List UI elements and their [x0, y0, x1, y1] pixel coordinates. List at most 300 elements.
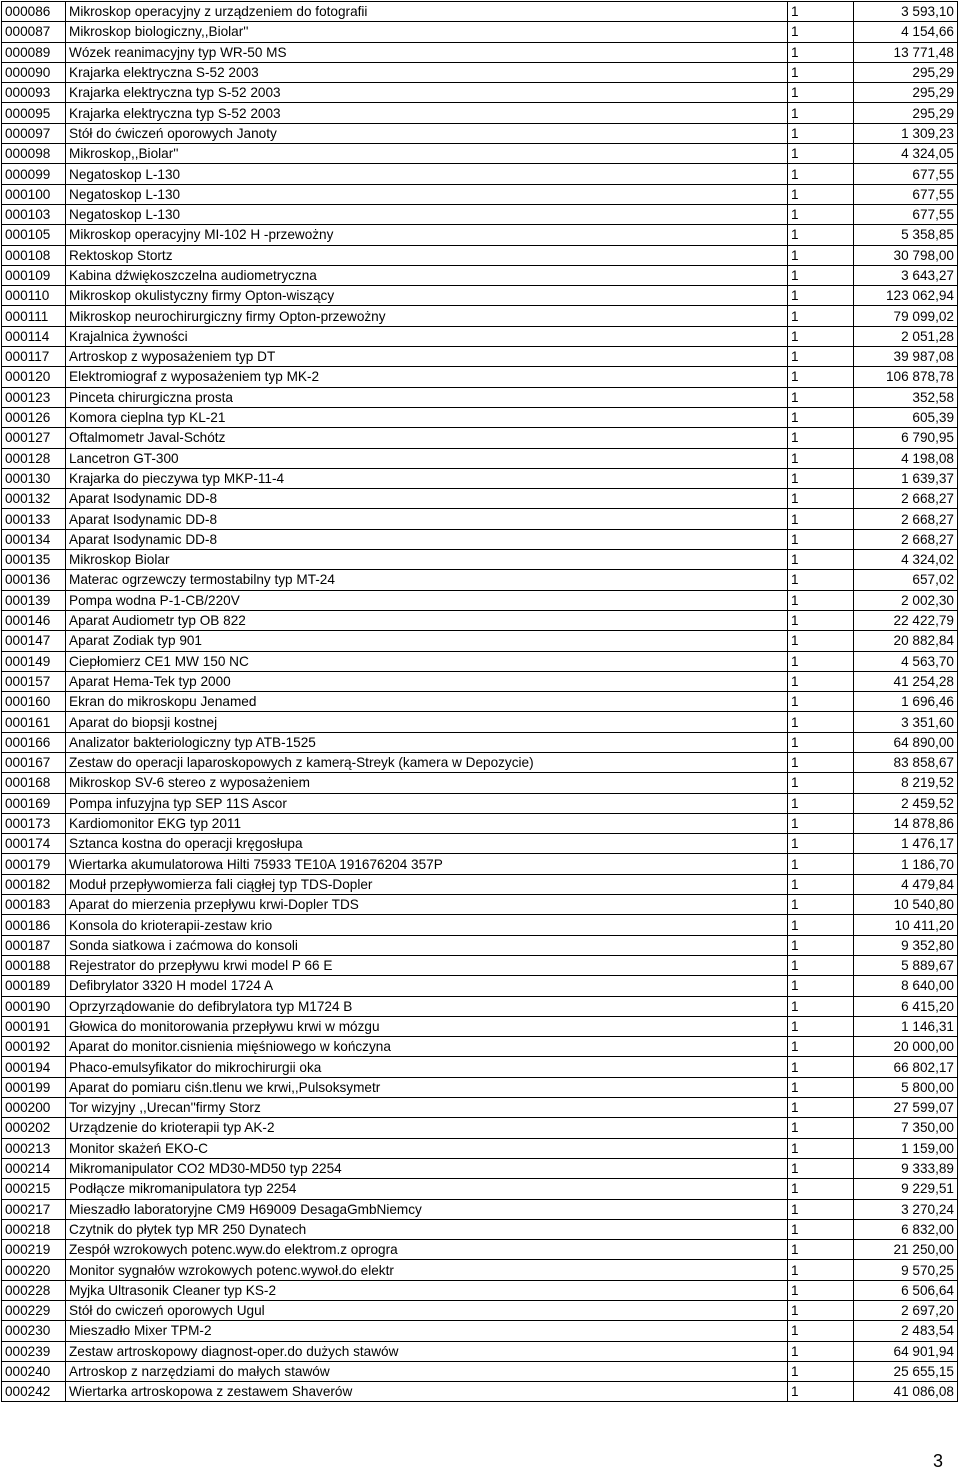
inventory-number-cell: 000218 — [2, 1219, 66, 1239]
item-name-cell: Pinceta chirurgiczna prosta — [66, 387, 788, 407]
value-cell: 22 422,79 — [854, 610, 958, 630]
quantity-cell: 1 — [788, 1240, 854, 1260]
item-name-cell: Wiertarka artroskopowa z zestawem Shaverów — [66, 1382, 788, 1402]
inventory-number-cell: 000134 — [2, 529, 66, 549]
value-cell: 64 901,94 — [854, 1341, 958, 1361]
item-name-cell: Czytnik do płytek typ MR 250 Dynatech — [66, 1219, 788, 1239]
value-cell: 4 198,08 — [854, 448, 958, 468]
value-cell: 20 882,84 — [854, 631, 958, 651]
item-name-cell: Urządzenie do krioterapii typ AK-2 — [66, 1118, 788, 1138]
quantity-cell: 1 — [788, 123, 854, 143]
item-name-cell: Kabina dźwiękoszczelna audiometryczna — [66, 265, 788, 285]
inventory-number-cell: 000169 — [2, 793, 66, 813]
table-row — [2, 712, 958, 732]
quantity-cell: 1 — [788, 103, 854, 123]
table-row — [2, 42, 958, 62]
table-row — [2, 996, 958, 1016]
value-cell: 39 987,08 — [854, 347, 958, 367]
inventory-number-cell: 000139 — [2, 590, 66, 610]
inventory-number-cell: 000183 — [2, 895, 66, 915]
item-name-cell: Stół do ćwiczeń oporowych Janoty — [66, 123, 788, 143]
quantity-cell: 1 — [788, 955, 854, 975]
table-row — [2, 347, 958, 367]
inventory-number-cell: 000120 — [2, 367, 66, 387]
inventory-number-cell: 000189 — [2, 976, 66, 996]
table-row — [2, 834, 958, 854]
item-name-cell: Lancetron GT-300 — [66, 448, 788, 468]
quantity-cell: 1 — [788, 489, 854, 509]
item-name-cell: Rejestrator do przepływu krwi model P 66 E — [66, 955, 788, 975]
table-row — [2, 184, 958, 204]
value-cell: 1 309,23 — [854, 123, 958, 143]
table-row — [2, 1301, 958, 1321]
quantity-cell: 1 — [788, 347, 854, 367]
item-name-cell: Aparat do monitor.cisnienia mięśniowego w kończyna — [66, 1037, 788, 1057]
value-cell: 64 890,00 — [854, 732, 958, 752]
value-cell: 10 540,80 — [854, 895, 958, 915]
item-name-cell: Phaco-emulsyfikator do mikrochirurgii oka — [66, 1057, 788, 1077]
value-cell: 13 771,48 — [854, 42, 958, 62]
quantity-cell: 1 — [788, 62, 854, 82]
quantity-cell: 1 — [788, 1057, 854, 1077]
value-cell: 3 351,60 — [854, 712, 958, 732]
item-name-cell: Krajarka elektryczna typ S-52 2003 — [66, 103, 788, 123]
table-row — [2, 773, 958, 793]
item-name-cell: Aparat Audiometr typ OB 822 — [66, 610, 788, 630]
value-cell: 2 668,27 — [854, 489, 958, 509]
item-name-cell: Mikroskop SV-6 stereo z wyposażeniem — [66, 773, 788, 793]
value-cell: 5 889,67 — [854, 955, 958, 975]
table-row — [2, 306, 958, 326]
value-cell: 27 599,07 — [854, 1098, 958, 1118]
value-cell: 1 186,70 — [854, 854, 958, 874]
value-cell: 21 250,00 — [854, 1240, 958, 1260]
inventory-number-cell: 000133 — [2, 509, 66, 529]
table-row — [2, 1219, 958, 1239]
inventory-number-cell: 000147 — [2, 631, 66, 651]
quantity-cell: 1 — [788, 1037, 854, 1057]
quantity-cell: 1 — [788, 387, 854, 407]
inventory-number-cell: 000202 — [2, 1118, 66, 1138]
table-row — [2, 1382, 958, 1402]
value-cell: 4 563,70 — [854, 651, 958, 671]
inventory-number-cell: 000127 — [2, 428, 66, 448]
value-cell: 1 476,17 — [854, 834, 958, 854]
quantity-cell: 1 — [788, 854, 854, 874]
item-name-cell: Pompa wodna P-1-CB/220V — [66, 590, 788, 610]
item-name-cell: Aparat Isodynamic DD-8 — [66, 529, 788, 549]
inventory-number-cell: 000213 — [2, 1138, 66, 1158]
value-cell: 2 668,27 — [854, 529, 958, 549]
table-row — [2, 813, 958, 833]
inventory-number-cell: 000097 — [2, 123, 66, 143]
table-row — [2, 955, 958, 975]
table-row — [2, 1138, 958, 1158]
value-cell: 8 219,52 — [854, 773, 958, 793]
value-cell: 41 086,08 — [854, 1382, 958, 1402]
table-row — [2, 1260, 958, 1280]
quantity-cell: 1 — [788, 326, 854, 346]
value-cell: 9 229,51 — [854, 1179, 958, 1199]
table-row — [2, 854, 958, 874]
table-row — [2, 671, 958, 691]
quantity-cell: 1 — [788, 1382, 854, 1402]
inventory-number-cell: 000192 — [2, 1037, 66, 1057]
table-row — [2, 651, 958, 671]
item-name-cell: Ciepłomierz CE1 MW 150 NC — [66, 651, 788, 671]
inventory-number-cell: 000105 — [2, 225, 66, 245]
inventory-number-cell: 000100 — [2, 184, 66, 204]
item-name-cell: Aparat do biopsji kostnej — [66, 712, 788, 732]
table-row — [2, 1280, 958, 1300]
quantity-cell: 1 — [788, 1321, 854, 1341]
quantity-cell: 1 — [788, 42, 854, 62]
item-name-cell: Aparat Isodynamic DD-8 — [66, 489, 788, 509]
inventory-number-cell: 000095 — [2, 103, 66, 123]
value-cell: 9 352,80 — [854, 935, 958, 955]
inventory-number-cell: 000160 — [2, 692, 66, 712]
value-cell: 295,29 — [854, 62, 958, 82]
value-cell: 10 411,20 — [854, 915, 958, 935]
value-cell: 25 655,15 — [854, 1361, 958, 1381]
item-name-cell: Krajarka do pieczywa typ MKP-11-4 — [66, 468, 788, 488]
value-cell: 4 479,84 — [854, 874, 958, 894]
inventory-number-cell: 000103 — [2, 204, 66, 224]
inventory-number-cell: 000111 — [2, 306, 66, 326]
value-cell: 4 324,05 — [854, 144, 958, 164]
table-row — [2, 895, 958, 915]
value-cell: 677,55 — [854, 204, 958, 224]
quantity-cell: 1 — [788, 874, 854, 894]
quantity-cell: 1 — [788, 306, 854, 326]
item-name-cell: Mikroskop operacyjny z urządzeniem do fotografii — [66, 2, 788, 22]
value-cell: 79 099,02 — [854, 306, 958, 326]
table-row — [2, 529, 958, 549]
item-name-cell: Mikroskop operacyjny MI-102 H -przewożny — [66, 225, 788, 245]
quantity-cell: 1 — [788, 1077, 854, 1097]
quantity-cell: 1 — [788, 1361, 854, 1381]
table-row — [2, 62, 958, 82]
inventory-table-body — [2, 2, 958, 1402]
item-name-cell: Komora cieplna typ KL-21 — [66, 407, 788, 427]
item-name-cell: Elektromiograf z wyposażeniem typ MK-2 — [66, 367, 788, 387]
quantity-cell: 1 — [788, 773, 854, 793]
inventory-number-cell: 000215 — [2, 1179, 66, 1199]
table-row — [2, 387, 958, 407]
table-row — [2, 265, 958, 285]
value-cell: 20 000,00 — [854, 1037, 958, 1057]
inventory-number-cell: 000214 — [2, 1158, 66, 1178]
value-cell: 1 696,46 — [854, 692, 958, 712]
table-row — [2, 1321, 958, 1341]
table-row — [2, 1098, 958, 1118]
quantity-cell: 1 — [788, 1219, 854, 1239]
inventory-number-cell: 000190 — [2, 996, 66, 1016]
item-name-cell: Aparat Hema-Tek typ 2000 — [66, 671, 788, 691]
value-cell: 295,29 — [854, 103, 958, 123]
quantity-cell: 1 — [788, 712, 854, 732]
item-name-cell: Monitor skażeń EKO-C — [66, 1138, 788, 1158]
item-name-cell: Mikroskop Biolar — [66, 550, 788, 570]
item-name-cell: Mikroskop,,Biolar'' — [66, 144, 788, 164]
item-name-cell: Rektoskop Stortz — [66, 245, 788, 265]
item-name-cell: Mikroskop neurochirurgiczny firmy Opton-przewożny — [66, 306, 788, 326]
quantity-cell: 1 — [788, 1138, 854, 1158]
table-row — [2, 225, 958, 245]
quantity-cell: 1 — [788, 83, 854, 103]
value-cell: 3 593,10 — [854, 2, 958, 22]
quantity-cell: 1 — [788, 651, 854, 671]
item-name-cell: Stół do cwiczeń oporowych Ugul — [66, 1301, 788, 1321]
inventory-number-cell: 000217 — [2, 1199, 66, 1219]
table-row — [2, 83, 958, 103]
quantity-cell: 1 — [788, 610, 854, 630]
value-cell: 352,58 — [854, 387, 958, 407]
quantity-cell: 1 — [788, 834, 854, 854]
table-row — [2, 468, 958, 488]
table-row — [2, 164, 958, 184]
table-row — [2, 874, 958, 894]
quantity-cell: 1 — [788, 286, 854, 306]
table-row — [2, 1118, 958, 1138]
item-name-cell: Myjka Ultrasonik Cleaner typ KS-2 — [66, 1280, 788, 1300]
table-row — [2, 367, 958, 387]
inventory-number-cell: 000149 — [2, 651, 66, 671]
inventory-number-cell: 000108 — [2, 245, 66, 265]
table-row — [2, 692, 958, 712]
quantity-cell: 1 — [788, 428, 854, 448]
table-row — [2, 1057, 958, 1077]
quantity-cell: 1 — [788, 509, 854, 529]
item-name-cell: Zestaw artroskopowy diagnost-oper.do dużych stawów — [66, 1341, 788, 1361]
inventory-number-cell: 000199 — [2, 1077, 66, 1097]
value-cell: 295,29 — [854, 83, 958, 103]
table-row — [2, 793, 958, 813]
item-name-cell: Sztanca kostna do operacji kręgosłupa — [66, 834, 788, 854]
item-name-cell: Oprzyrządowanie do defibrylatora typ M1724 B — [66, 996, 788, 1016]
inventory-number-cell: 000136 — [2, 570, 66, 590]
inventory-number-cell: 000086 — [2, 2, 66, 22]
value-cell: 66 802,17 — [854, 1057, 958, 1077]
inventory-number-cell: 000123 — [2, 387, 66, 407]
item-name-cell: Wiertarka akumulatorowa Hilti 75933 TE10A 191676204 357P — [66, 854, 788, 874]
quantity-cell: 1 — [788, 1280, 854, 1300]
inventory-number-cell: 000089 — [2, 42, 66, 62]
quantity-cell: 1 — [788, 935, 854, 955]
item-name-cell: Negatoskop L-130 — [66, 184, 788, 204]
table-row — [2, 286, 958, 306]
item-name-cell: Moduł przepływomierza fali ciągłej typ TDS-Dopler — [66, 874, 788, 894]
table-row — [2, 1077, 958, 1097]
quantity-cell: 1 — [788, 631, 854, 651]
inventory-sheet — [1, 1, 957, 1402]
quantity-cell: 1 — [788, 164, 854, 184]
value-cell: 5 800,00 — [854, 1077, 958, 1097]
inventory-number-cell: 000220 — [2, 1260, 66, 1280]
table-row — [2, 590, 958, 610]
quantity-cell: 1 — [788, 1158, 854, 1178]
quantity-cell: 1 — [788, 1260, 854, 1280]
inventory-number-cell: 000135 — [2, 550, 66, 570]
inventory-number-cell: 000186 — [2, 915, 66, 935]
table-row — [2, 428, 958, 448]
inventory-number-cell: 000114 — [2, 326, 66, 346]
item-name-cell: Zespół wzrokowych potenc.wyw.do elektrom.z oprogra — [66, 1240, 788, 1260]
item-name-cell: Aparat do pomiaru ciśn.tlenu we krwi,,Pulsoksymetr — [66, 1077, 788, 1097]
table-row — [2, 1016, 958, 1036]
item-name-cell: Aparat do mierzenia przepływu krwi-Dopler TDS — [66, 895, 788, 915]
inventory-number-cell: 000146 — [2, 610, 66, 630]
value-cell: 6 832,00 — [854, 1219, 958, 1239]
inventory-number-cell: 000168 — [2, 773, 66, 793]
page-number: 3 — [932, 1451, 943, 1471]
quantity-cell: 1 — [788, 671, 854, 691]
quantity-cell: 1 — [788, 367, 854, 387]
item-name-cell: Negatoskop L-130 — [66, 204, 788, 224]
item-name-cell: Mikroskop okulistyczny firmy Opton-wiszący — [66, 286, 788, 306]
value-cell: 9 570,25 — [854, 1260, 958, 1280]
item-name-cell: Aparat Isodynamic DD-8 — [66, 509, 788, 529]
inventory-number-cell: 000173 — [2, 813, 66, 833]
inventory-table — [1, 1, 958, 1402]
quantity-cell: 1 — [788, 144, 854, 164]
inventory-number-cell: 000179 — [2, 854, 66, 874]
table-row — [2, 123, 958, 143]
quantity-cell: 1 — [788, 752, 854, 772]
quantity-cell: 1 — [788, 813, 854, 833]
quantity-cell: 1 — [788, 1016, 854, 1036]
value-cell: 123 062,94 — [854, 286, 958, 306]
table-row — [2, 1361, 958, 1381]
quantity-cell: 1 — [788, 2, 854, 22]
quantity-cell: 1 — [788, 468, 854, 488]
inventory-number-cell: 000110 — [2, 286, 66, 306]
inventory-number-cell: 000099 — [2, 164, 66, 184]
table-row — [2, 1341, 958, 1361]
table-row — [2, 915, 958, 935]
quantity-cell: 1 — [788, 895, 854, 915]
table-row — [2, 489, 958, 509]
inventory-number-cell: 000200 — [2, 1098, 66, 1118]
table-row — [2, 144, 958, 164]
value-cell: 7 350,00 — [854, 1118, 958, 1138]
quantity-cell: 1 — [788, 225, 854, 245]
value-cell: 2 051,28 — [854, 326, 958, 346]
value-cell: 14 878,86 — [854, 813, 958, 833]
inventory-number-cell: 000239 — [2, 1341, 66, 1361]
item-name-cell: Analizator bakteriologiczny typ ATB-1525 — [66, 732, 788, 752]
item-name-cell: Mikroskop biologiczny,,Biolar'' — [66, 22, 788, 42]
value-cell: 605,39 — [854, 407, 958, 427]
quantity-cell: 1 — [788, 448, 854, 468]
inventory-number-cell: 000130 — [2, 468, 66, 488]
value-cell: 4 154,66 — [854, 22, 958, 42]
value-cell: 1 159,00 — [854, 1138, 958, 1158]
item-name-cell: Pompa infuzyjna typ SEP 11S Ascor — [66, 793, 788, 813]
item-name-cell: Artroskop z narzędziami do małych stawów — [66, 1361, 788, 1381]
quantity-cell: 1 — [788, 732, 854, 752]
item-name-cell: Krajarka elektryczna typ S-52 2003 — [66, 83, 788, 103]
value-cell: 106 878,78 — [854, 367, 958, 387]
value-cell: 41 254,28 — [854, 671, 958, 691]
table-row — [2, 448, 958, 468]
quantity-cell: 1 — [788, 793, 854, 813]
value-cell: 2 697,20 — [854, 1301, 958, 1321]
value-cell: 3 643,27 — [854, 265, 958, 285]
value-cell: 2 002,30 — [854, 590, 958, 610]
value-cell: 5 358,85 — [854, 225, 958, 245]
value-cell: 2 459,52 — [854, 793, 958, 813]
inventory-number-cell: 000228 — [2, 1280, 66, 1300]
table-row — [2, 1179, 958, 1199]
item-name-cell: Ekran do mikroskopu Jenamed — [66, 692, 788, 712]
value-cell: 1 639,37 — [854, 468, 958, 488]
table-row — [2, 2, 958, 22]
quantity-cell: 1 — [788, 1341, 854, 1361]
item-name-cell: Mieszadło laboratoryjne CM9 H69009 DesagaGmbNiemcy — [66, 1199, 788, 1219]
item-name-cell: Mieszadło Mixer TPM-2 — [66, 1321, 788, 1341]
quantity-cell: 1 — [788, 550, 854, 570]
inventory-number-cell: 000230 — [2, 1321, 66, 1341]
value-cell: 4 324,02 — [854, 550, 958, 570]
quantity-cell: 1 — [788, 1301, 854, 1321]
quantity-cell: 1 — [788, 1199, 854, 1219]
inventory-number-cell: 000219 — [2, 1240, 66, 1260]
table-row — [2, 935, 958, 955]
quantity-cell: 1 — [788, 245, 854, 265]
inventory-number-cell: 000087 — [2, 22, 66, 42]
inventory-number-cell: 000161 — [2, 712, 66, 732]
quantity-cell: 1 — [788, 692, 854, 712]
value-cell: 30 798,00 — [854, 245, 958, 265]
item-name-cell: Kardiomonitor EKG typ 2011 — [66, 813, 788, 833]
item-name-cell: Tor wizyjny ,,Urecan''firmy Storz — [66, 1098, 788, 1118]
item-name-cell: Mikromanipulator CO2 MD30-MD50 typ 2254 — [66, 1158, 788, 1178]
inventory-number-cell: 000188 — [2, 955, 66, 975]
quantity-cell: 1 — [788, 590, 854, 610]
table-row — [2, 407, 958, 427]
item-name-cell: Krajarka elektryczna S-52 2003 — [66, 62, 788, 82]
table-row — [2, 976, 958, 996]
table-row — [2, 1158, 958, 1178]
value-cell: 2 483,54 — [854, 1321, 958, 1341]
table-row — [2, 631, 958, 651]
item-name-cell: Artroskop z wyposażeniem typ DT — [66, 347, 788, 367]
value-cell: 9 333,89 — [854, 1158, 958, 1178]
value-cell: 6 790,95 — [854, 428, 958, 448]
table-row — [2, 570, 958, 590]
item-name-cell: Podłącze mikromanipulatora typ 2254 — [66, 1179, 788, 1199]
table-row — [2, 1199, 958, 1219]
quantity-cell: 1 — [788, 407, 854, 427]
item-name-cell: Zestaw do operacji laparoskopowych z kamerą-Streyk (kamera w Depozycie) — [66, 752, 788, 772]
inventory-number-cell: 000240 — [2, 1361, 66, 1381]
table-row — [2, 326, 958, 346]
inventory-number-cell: 000194 — [2, 1057, 66, 1077]
inventory-number-cell: 000166 — [2, 732, 66, 752]
inventory-number-cell: 000093 — [2, 83, 66, 103]
table-row — [2, 22, 958, 42]
value-cell: 83 858,67 — [854, 752, 958, 772]
quantity-cell: 1 — [788, 996, 854, 1016]
inventory-number-cell: 000167 — [2, 752, 66, 772]
quantity-cell: 1 — [788, 915, 854, 935]
value-cell: 657,02 — [854, 570, 958, 590]
value-cell: 677,55 — [854, 184, 958, 204]
item-name-cell: Konsola do krioterapii-zestaw krio — [66, 915, 788, 935]
item-name-cell: Oftalmometr Javal-Schótz — [66, 428, 788, 448]
inventory-number-cell: 000109 — [2, 265, 66, 285]
